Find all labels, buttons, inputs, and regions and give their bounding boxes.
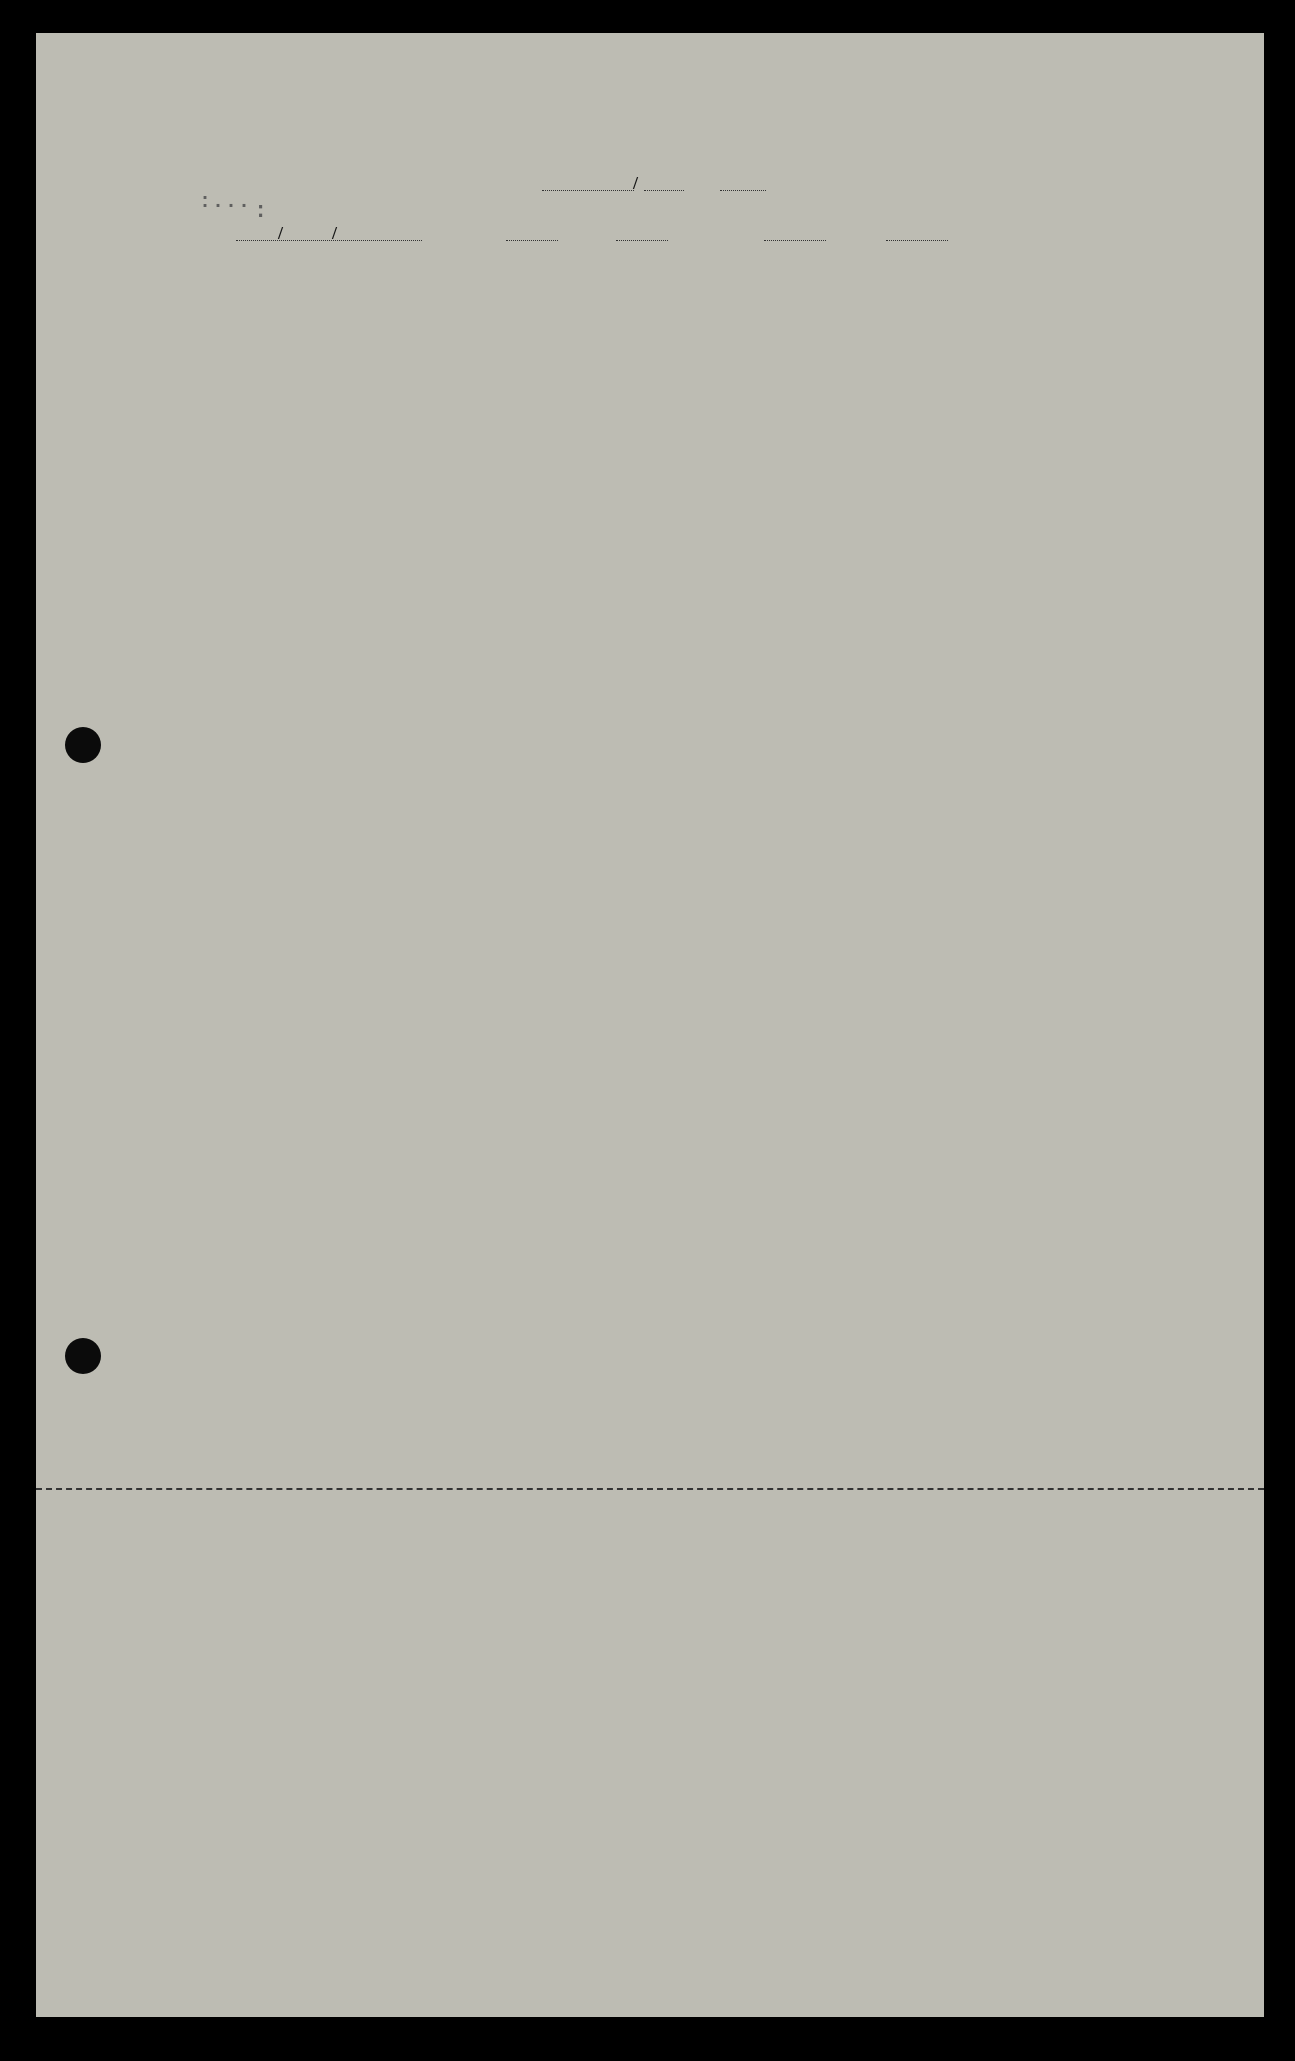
stamp-dots: :... — [199, 191, 252, 214]
punch-hole — [65, 727, 101, 763]
punch-hole — [65, 1338, 101, 1374]
form-sheet: :... / : / / — [36, 33, 1264, 2017]
we-colon: : — [254, 199, 269, 224]
day-line — [542, 189, 634, 191]
perforation-line — [36, 1488, 1264, 1490]
